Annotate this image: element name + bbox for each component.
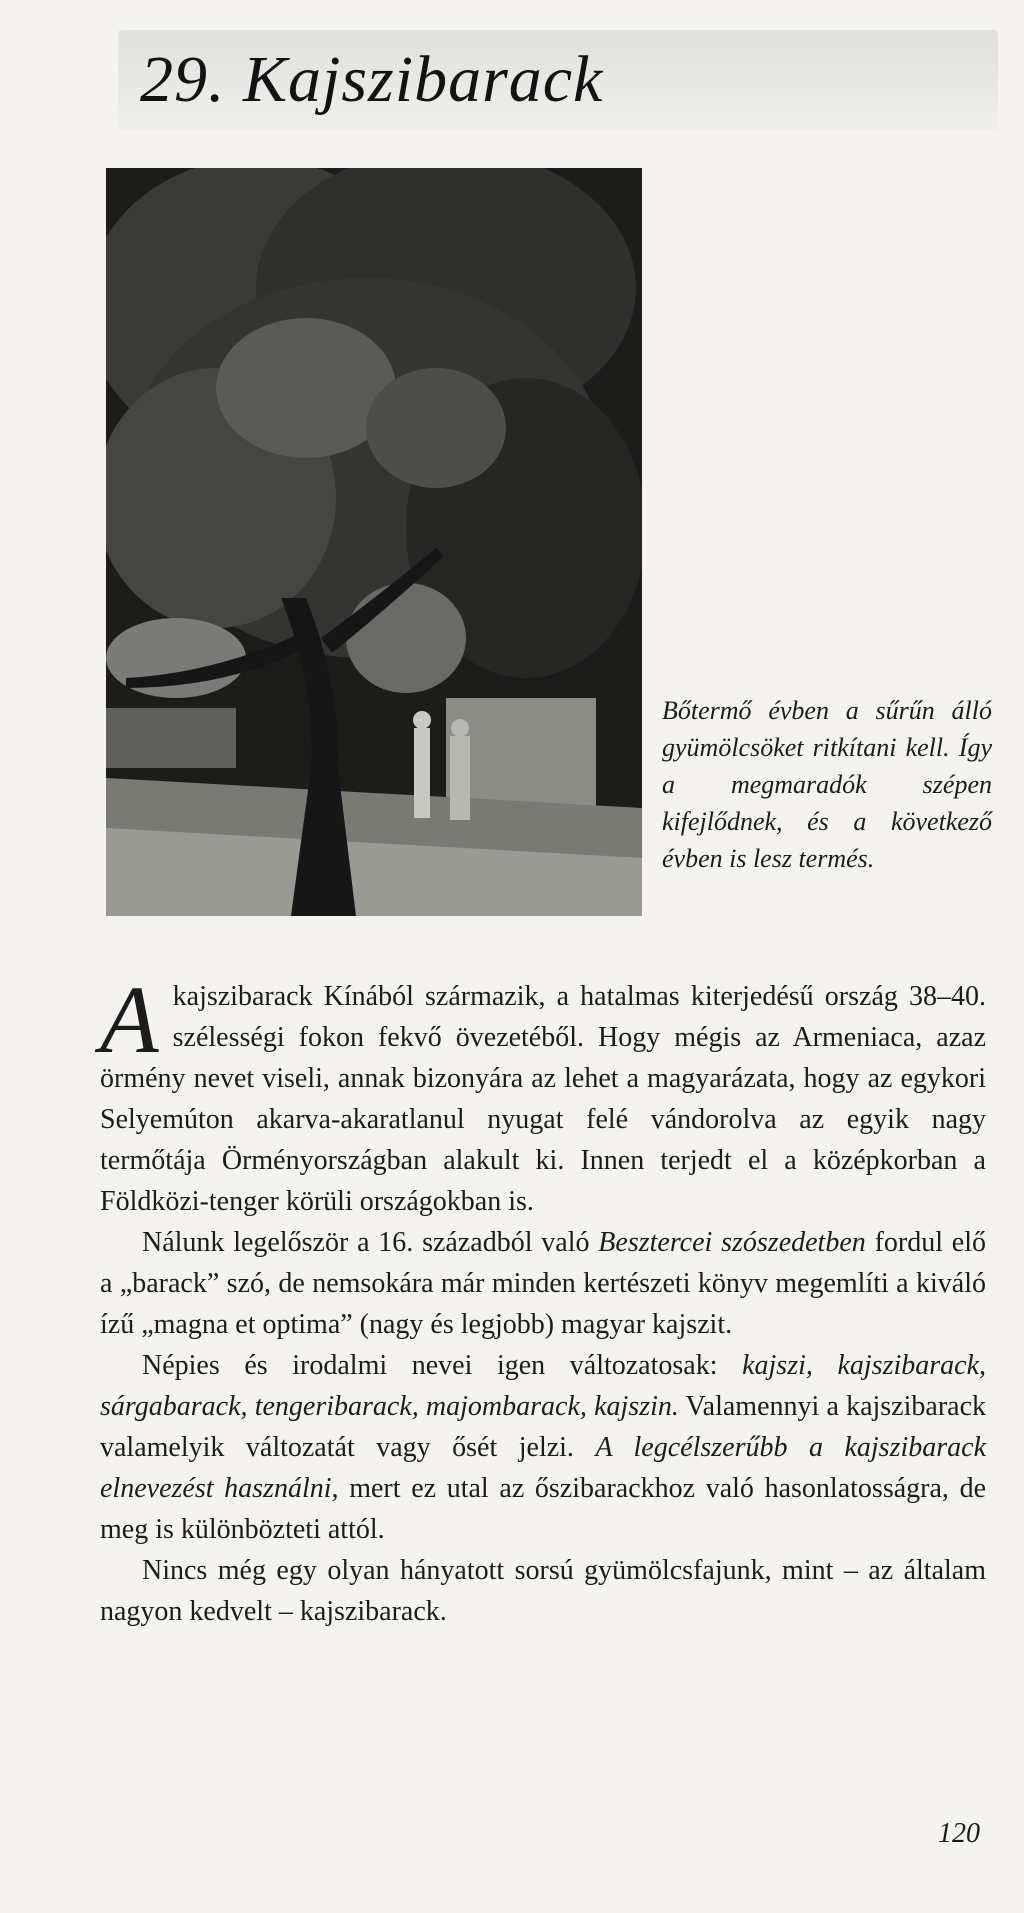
paragraph-2-text-c: fordul elő a „barack” szó, de nemsokára már minden kertészeti könyv megemlíti a kiváló ízű „magna et optima” (nagy és legjobb) magyar kajszit. bbox=[100, 1227, 986, 1340]
paragraph-3-italic-names: kajszi, kajszibarack, sárgabarack, tengeribarack, majombarack, kajszin. bbox=[100, 1350, 987, 1422]
paragraph-4: Nincs még egy olyan hányatott sorsú gyümölcsfajunk, mint – az általam nagyon kedvelt – kajszibarack. bbox=[100, 1555, 986, 1627]
paragraph-2-italic: Besztercei szószedetben bbox=[598, 1227, 866, 1258]
paragraph-3-text-a: Népies és irodalmi nevei igen változatosak: bbox=[142, 1350, 743, 1381]
paragraph-2 bbox=[100, 1222, 986, 1345]
page-number: 120 bbox=[938, 1818, 980, 1849]
apricot-tree-photo bbox=[106, 168, 642, 916]
paragraph-3-italic-advice: A legcélszerűbb a kajszibarack elnevezést használni, bbox=[100, 1432, 987, 1504]
paragraph-3 bbox=[100, 1345, 986, 1550]
paragraph-2-text-a: Nálunk legelőször a 16. századból való bbox=[142, 1227, 599, 1258]
photo-illustration bbox=[106, 168, 642, 916]
drop-cap: A bbox=[100, 966, 159, 1073]
paragraph-1 bbox=[100, 966, 986, 1222]
paragraph-1-text: kajszibarack Kínából származik, a hatalmas kiterjedésű ország 38–40. szélességi fokon fekvő övezetéből. Hogy mégis az Armeniaca, azaz örmény nevet viseli, annak bizonyára az lehet a magyarázata, hogy az egykori Selyemúton akarva-akaratlanul nyugat felé vándorolva az egyik nagy termőtája Örményországban alakult ki. Innen terjedt el a középkorban a Földközi-tenger körüli országokban is. bbox=[100, 981, 986, 1217]
photo-caption: Bőtermő évben a sűrűn álló gyümölcsöket ritkítani kell. Így a megmaradók szépen kifejlődnek, és a következő évben is lesz termés. bbox=[662, 696, 992, 873]
paragraph-3-text-e: mert ez utal az őszibarackhoz való hasonlatosságra, de meg is különbözteti attól. bbox=[100, 1473, 986, 1545]
chapter-title: 29. Kajszibarack bbox=[140, 43, 604, 116]
article-body bbox=[100, 966, 987, 1632]
paragraph-3-text-c: Valamennyi a kajszibarack valamelyik változatát vagy ősét jelzi. bbox=[100, 1391, 987, 1463]
